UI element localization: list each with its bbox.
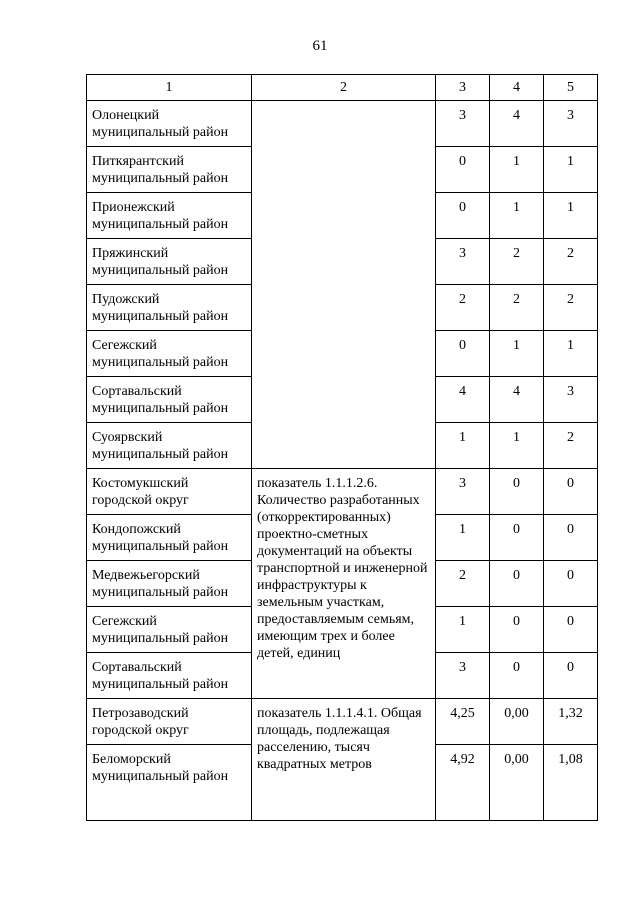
value-col3: 4 — [436, 377, 490, 423]
value-col5: 2 — [544, 423, 598, 469]
value-col4: 2 — [490, 239, 544, 285]
data-table — [86, 74, 598, 821]
district-name: Беломорский муниципальный район — [87, 745, 252, 821]
district-name: Медвежьегорский муниципальный район — [87, 561, 252, 607]
header-cell-5: 5 — [544, 75, 598, 101]
value-col5: 0 — [544, 469, 598, 515]
value-col4: 1 — [490, 193, 544, 239]
value-col4: 1 — [490, 331, 544, 377]
value-col3: 1 — [436, 515, 490, 561]
table-row — [87, 101, 598, 147]
value-col4: 0 — [490, 515, 544, 561]
value-col5: 0 — [544, 515, 598, 561]
district-name: Сегежский муниципальный район — [87, 607, 252, 653]
indicator-cell — [252, 101, 436, 469]
value-col4: 0 — [490, 469, 544, 515]
value-col3: 1 — [436, 607, 490, 653]
district-name: Костомукшский городской округ — [87, 469, 252, 515]
value-col4: 0,00 — [490, 745, 544, 821]
value-col3: 2 — [436, 561, 490, 607]
table-row — [87, 699, 598, 745]
value-col3: 2 — [436, 285, 490, 331]
value-col5: 0 — [544, 607, 598, 653]
value-col3: 3 — [436, 101, 490, 147]
district-name: Пряжинский муниципальный район — [87, 239, 252, 285]
value-col5: 1 — [544, 147, 598, 193]
value-col4: 0 — [490, 607, 544, 653]
value-col4: 2 — [490, 285, 544, 331]
value-col3: 4,92 — [436, 745, 490, 821]
value-col5: 1 — [544, 193, 598, 239]
value-col3: 1 — [436, 423, 490, 469]
value-col3: 0 — [436, 147, 490, 193]
value-col5: 3 — [544, 101, 598, 147]
value-col4: 4 — [490, 101, 544, 147]
district-name: Пудожский муниципальный район — [87, 285, 252, 331]
header-cell-1: 1 — [87, 75, 252, 101]
value-col4: 1 — [490, 423, 544, 469]
value-col5: 0 — [544, 653, 598, 699]
value-col3: 3 — [436, 239, 490, 285]
value-col4: 0 — [490, 653, 544, 699]
indicator-cell: показатель 1.1.1.2.6. Количество разработанных (откорректированных) проектно-сметных документаций на объекты транспортной и инженерной инфраструктуры к земельным участкам, предоставляемым семьям, имеющим трех и более детей, единиц — [252, 469, 436, 699]
district-name: Петрозаводский городской округ — [87, 699, 252, 745]
page-number: 61 — [312, 38, 328, 54]
table-row — [87, 469, 598, 515]
value-col5: 2 — [544, 239, 598, 285]
value-col4: 0 — [490, 561, 544, 607]
value-col3: 4,25 — [436, 699, 490, 745]
value-col5: 3 — [544, 377, 598, 423]
district-name: Олонецкий муниципальный район — [87, 101, 252, 147]
value-col5: 2 — [544, 285, 598, 331]
value-col5: 1,32 — [544, 699, 598, 745]
value-col3: 3 — [436, 653, 490, 699]
indicator-cell: показатель 1.1.1.4.1. Общая площадь, подлежащая расселению, тысяч квадратных метров — [252, 699, 436, 821]
district-name: Питкярантский муниципальный район — [87, 147, 252, 193]
value-col5: 1 — [544, 331, 598, 377]
header-row — [87, 75, 598, 101]
district-name: Сортавальский муниципальный район — [87, 377, 252, 423]
district-name: Сортавальский муниципальный район — [87, 653, 252, 699]
value-col3: 0 — [436, 193, 490, 239]
value-col3: 0 — [436, 331, 490, 377]
value-col4: 0,00 — [490, 699, 544, 745]
header-cell-3: 3 — [436, 75, 490, 101]
value-col5: 1,08 — [544, 745, 598, 821]
value-col3: 3 — [436, 469, 490, 515]
value-col4: 4 — [490, 377, 544, 423]
value-col5: 0 — [544, 561, 598, 607]
district-name: Сегежский муниципальный район — [87, 331, 252, 377]
district-name: Суоярвский муниципальный район — [87, 423, 252, 469]
header-cell-2: 2 — [252, 75, 436, 101]
district-name: Кондопожский муниципальный район — [87, 515, 252, 561]
header-cell-4: 4 — [490, 75, 544, 101]
district-name: Прионежский муниципальный район — [87, 193, 252, 239]
value-col4: 1 — [490, 147, 544, 193]
